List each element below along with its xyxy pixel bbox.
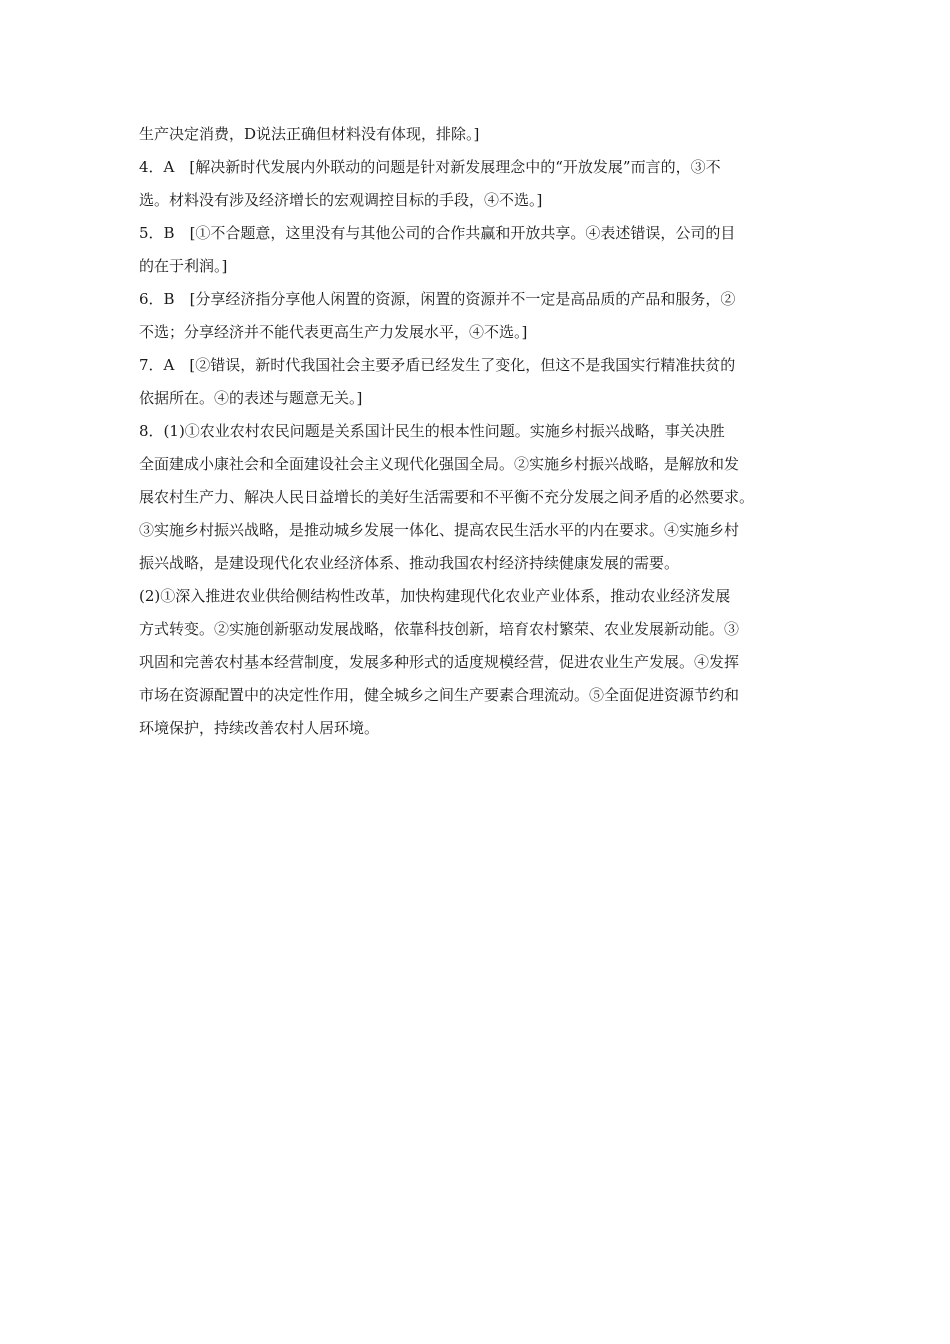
text-line-11: 全面建成小康社会和全面建设社会主义现代化强国全局。②实施乡村振兴战略，是解放和发 [139, 455, 740, 473]
text-line-9: 依据所在。④的表述与题意无关。] [139, 389, 363, 407]
text-line-16: 方式转变。②实施创新驱动发展战略，依靠科技创新，培育农村繁荣、农业发展新动能。③ [139, 620, 740, 638]
text-line-2: 4．A [解决新时代发展内外联动的问题是针对新发展理念中的“开放发展”而言的，③不 [139, 158, 721, 176]
text-line-1: 生产决定消费，D说法正确但材料没有体现，排除。] [139, 125, 480, 143]
text-line-14: 振兴战略，是建设现代化农业经济体系、推动我国农村经济持续健康发展的需要。 [139, 554, 680, 572]
text-line-10: 8．(1)①农业农村农民问题是关系国计民生的根本性问题。实施乡村振兴战略，事关决胜 [139, 422, 725, 440]
text-line-4: 5．B [①不合题意，这里没有与其他公司的合作共赢和开放共享。④表述错误，公司的目 [139, 224, 736, 242]
text-line-7: 不选；分享经济并不能代表更高生产力发展水平，④不选。] [139, 323, 528, 341]
text-line-3: 选。材料没有涉及经济增长的宏观调控目标的手段，④不选。] [139, 191, 543, 209]
text-line-5: 的在于利润。] [139, 257, 228, 275]
text-line-17: 巩固和完善农村基本经营制度，发展多种形式的适度规模经营，促进农业生产发展。④发挥 [139, 653, 740, 671]
text-line-15: (2)①深入推进农业供给侧结构性改革，加快构建现代化农业产业体系，推动农业经济发展 [139, 587, 731, 605]
text-line-12: 展农村生产力、解决人民日益增长的美好生活需要和不平衡不充分发展之间矛盾的必然要求。 [139, 488, 755, 506]
text-line-18: 市场在资源配置中的决定性作用，健全城乡之间生产要素合理流动。⑤全面促进资源节约和 [139, 686, 740, 704]
text-line-6: 6．B [分享经济指分享他人闲置的资源，闲置的资源并不一定是高品质的产品和服务，② [139, 290, 736, 308]
text-line-8: 7．A [②错误，新时代我国社会主要矛盾已经发生了变化，但这不是我国实行精准扶贫的 [139, 356, 736, 374]
text-line-13: ③实施乡村振兴战略，是推动城乡发展一体化、提高农民生活水平的内在要求。④实施乡村 [139, 521, 740, 539]
text-line-19: 环境保护，持续改善农村人居环境。 [139, 719, 380, 737]
answer-text-block [139, 118, 829, 745]
